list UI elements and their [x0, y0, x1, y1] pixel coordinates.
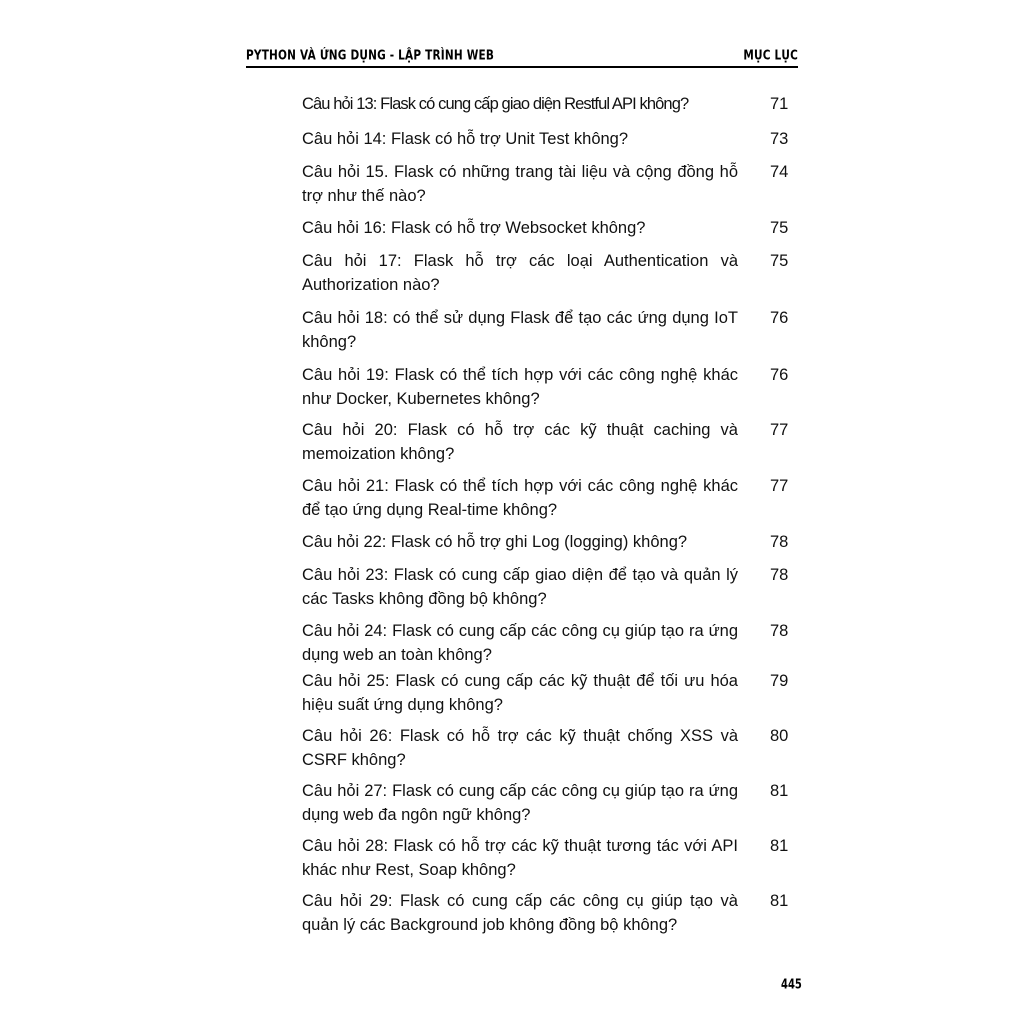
toc-entry-page: 76 — [770, 366, 789, 384]
toc-entry-title: Câu hỏi 26: Flask có hỗ trợ các kỹ thuật chống XSS và CSRF không? — [302, 727, 738, 769]
toc-entry-title: Câu hỏi 17: Flask hỗ trợ các loại Authentication và Authorization nào? — [302, 252, 738, 294]
toc-entry-title: Câu hỏi 22: Flask có hỗ trợ ghi Log (logging) không? — [302, 533, 688, 551]
toc-entry-page: 81 — [770, 782, 789, 800]
toc-entry-page: 78 — [770, 566, 789, 584]
toc-entry-page: 77 — [770, 477, 789, 495]
toc-entry-page: 75 — [770, 252, 789, 270]
toc-entry-page: 76 — [770, 309, 789, 327]
toc-entry-title: Câu hỏi 20: Flask có hỗ trợ các kỹ thuật caching và memoization không? — [302, 421, 738, 463]
toc-entry-title: Câu hỏi 14: Flask có hỗ trợ Unit Test không? — [302, 130, 629, 148]
toc-entry-title: Câu hỏi 23: Flask có cung cấp giao diện để tạo và quản lý các Tasks không đồng bộ không? — [302, 566, 738, 608]
toc-entry-page: 71 — [770, 95, 789, 113]
toc-entry-page: 77 — [770, 421, 789, 439]
toc-entry-page: 80 — [770, 727, 789, 745]
page-number: 445 — [781, 978, 802, 993]
toc-entry-title: Câu hỏi 25: Flask có cung cấp các kỹ thuật để tối ưu hóa hiệu suất ứng dụng không? — [302, 672, 738, 714]
toc-entry-page: 79 — [770, 672, 789, 690]
section-title-header: MỤC LỤC — [743, 48, 798, 63]
toc-entry-page: 73 — [770, 130, 789, 148]
toc-entry-title: Câu hỏi 15. Flask có những trang tài liệu và cộng đồng hỗ trợ như thế nào? — [302, 163, 738, 205]
toc-entry-title: Câu hỏi 16: Flask có hỗ trợ Websocket không? — [302, 219, 646, 237]
toc-entry-page: 81 — [770, 837, 789, 855]
toc-entry-title: Câu hỏi 28: Flask có hỗ trợ các kỹ thuật tương tác với API khác như Rest, Soap không? — [302, 837, 738, 879]
toc-entry-page: 74 — [770, 163, 789, 181]
toc-entry-title: Câu hỏi 27: Flask có cung cấp các công cụ giúp tạo ra ứng dụng web đa ngôn ngữ không? — [302, 782, 738, 824]
toc-entry-title: Câu hỏi 24: Flask có cung cấp các công cụ giúp tạo ra ứng dụng web an toàn không? — [302, 622, 738, 664]
toc-entry-title: Câu hỏi 13: Flask có cung cấp giao diện Restful API không? — [302, 95, 689, 113]
book-title-header: PYTHON VÀ ỨNG DỤNG - LẬP TRÌNH WEB — [246, 48, 495, 63]
toc-entry-title: Câu hỏi 19: Flask có thể tích hợp với các công nghệ khác như Docker, Kubernetes không? — [302, 366, 738, 408]
toc-entry-title: Câu hỏi 29: Flask có cung cấp các công cụ giúp tạo và quản lý các Background job không đồng bộ không? — [302, 892, 738, 934]
toc-entry-page: 78 — [770, 622, 789, 640]
toc-entry-title: Câu hỏi 18: có thể sử dụng Flask để tạo các ứng dụng IoT không? — [302, 309, 738, 351]
toc-entry-page: 81 — [770, 892, 789, 910]
toc-entry-title: Câu hỏi 21: Flask có thể tích hợp với các công nghệ khác để tạo ứng dụng Real-time không? — [302, 477, 738, 519]
toc-entry-page: 75 — [770, 219, 789, 237]
toc-entry-page: 78 — [770, 533, 789, 551]
